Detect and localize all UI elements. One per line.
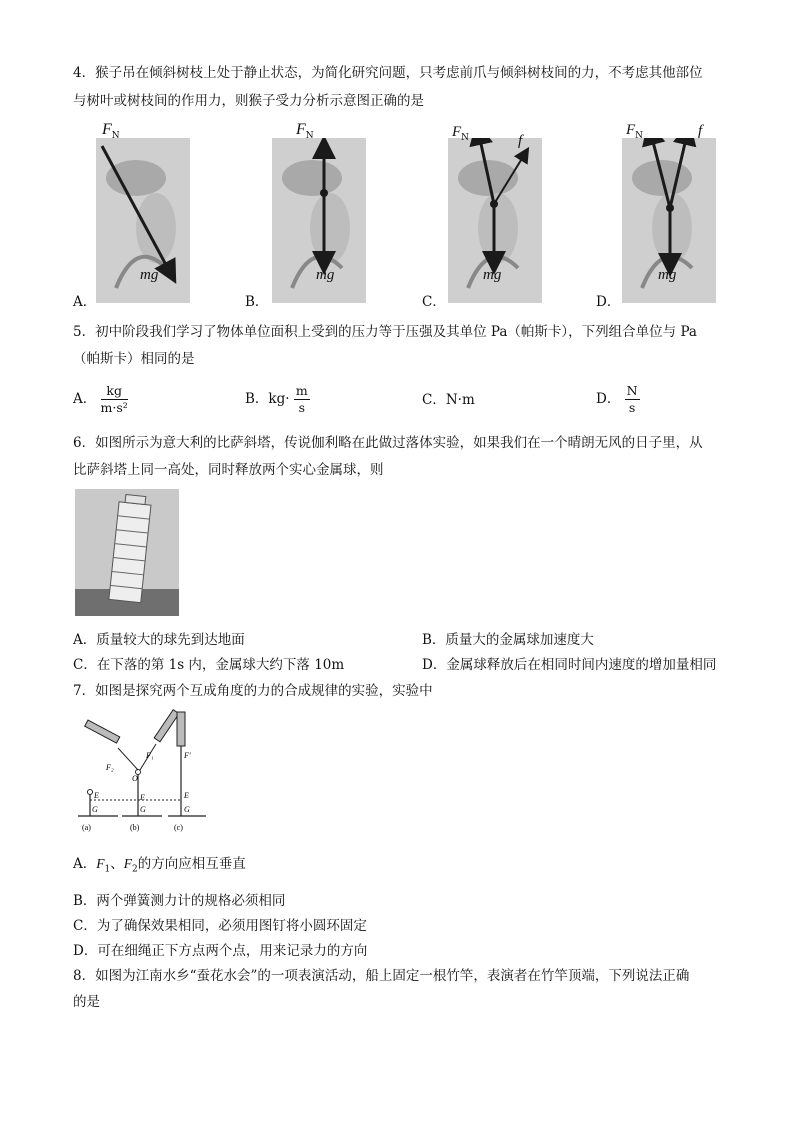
label-mg-d: mg: [658, 267, 677, 283]
q6-option-d: D．金属球释放后在相同时间内速度的增加量相同: [422, 657, 717, 673]
label-mg-a: mg: [140, 267, 159, 283]
fig-label-f1: F₁: [146, 751, 154, 760]
q4-option-b-letter: B．: [245, 294, 269, 310]
q5-stem-line1: 5．初中阶段我们学习了物体单位面积上受到的压力等于压强及其单位 Pa（帕斯卡），下列组合单位与 Pa: [73, 324, 697, 340]
q4-option-a-letter: A．: [73, 294, 97, 310]
q7-stem-line1: 7．如图是探究两个互成角度的力的合成规律的实验，实验中: [73, 683, 433, 699]
fig-label-o: O: [132, 774, 138, 783]
q6-stem-line2: 比萨斜塔上同一高处，同时释放两个实心金属球，则: [73, 462, 384, 478]
fig-label-a: (a): [82, 823, 91, 832]
label-fn-a: $F_N$: [102, 121, 120, 142]
label-f-d: f: [698, 123, 703, 139]
fig-label-g-a: G: [92, 805, 98, 814]
fig-label-e-c: E: [184, 791, 189, 800]
q6-option-c: C．在下落的第 1s 内，金属球大约下落 10m: [73, 657, 345, 673]
fig-label-g-b: G: [140, 805, 146, 814]
q8-stem-line1: 8．如图为江南水乡“蚕花水会”的一项表演活动，船上固定一根竹竿，表演者在竹竿顶端，下列说法正确: [73, 968, 690, 984]
fig-label-e-b: E: [140, 793, 145, 802]
fig-label-f2: F₂: [106, 763, 114, 772]
q5-option-a: A． $\frac{kg}{\text{m·s²}}$: [73, 383, 128, 415]
q4-stem-line2: 与树叶或树枝间的作用力，则猴子受力分析示意图正确的是: [73, 93, 424, 109]
label-fn-b: $F_N$: [296, 121, 314, 142]
fig-label-g-c: G: [184, 805, 190, 814]
q5-option-d: D． $\frac{N}{s}$: [596, 383, 638, 415]
fig-label-c: (c): [174, 823, 183, 832]
label-f-c: f: [518, 133, 523, 149]
q7-option-c: C．为了确保效果相同，必须用图钉将小圆环固定: [73, 918, 367, 934]
q5-option-c: C．N·m: [422, 392, 475, 408]
q7-option-d: D．可在细绳正下方点两个点，用来记录力的方向: [73, 943, 368, 959]
q6-stem-line1: 6．如图所示为意大利的比萨斜塔，传说伽利略在此做过落体实验，如果我们在一个晴朗无风的日子里，从: [73, 435, 703, 451]
q5-option-b: B．kg· $\frac{m}{s}$: [245, 383, 308, 415]
label-mg-b: mg: [316, 267, 335, 283]
q4-option-d-letter: D．: [596, 294, 621, 310]
q7-option-b: B．两个弹簧测力计的规格必须相同: [73, 893, 286, 909]
label-fn-d: $F_N$: [626, 122, 644, 141]
q4-stem-line1: 4．猴子吊在倾斜树枝上处于静止状态，为简化研究问题，只考虑前爪与倾斜树枝间的力，不考虑其他部位: [73, 65, 703, 81]
force-experiment-figure: [78, 708, 208, 838]
q7-option-a: A．$F_1$、$F_2$的方向应相互垂直: [73, 856, 246, 875]
q6-option-a: A．质量较大的球先到达地面: [73, 632, 245, 648]
q5-stem-line2: （帕斯卡）相同的是: [73, 351, 195, 367]
fig-label-b: (b): [130, 823, 140, 832]
label-mg-c: mg: [483, 267, 502, 283]
q6-option-b: B．质量大的金属球加速度大: [422, 632, 594, 648]
q4-option-c-letter: C．: [422, 294, 446, 310]
label-fn-c: $F_N$: [452, 124, 470, 143]
pisa-tower-photo: [75, 489, 179, 616]
q8-stem-line2: 的是: [73, 994, 100, 1010]
fig-label-e-a: E: [94, 791, 99, 800]
fig-label-fprime: F': [184, 751, 191, 760]
